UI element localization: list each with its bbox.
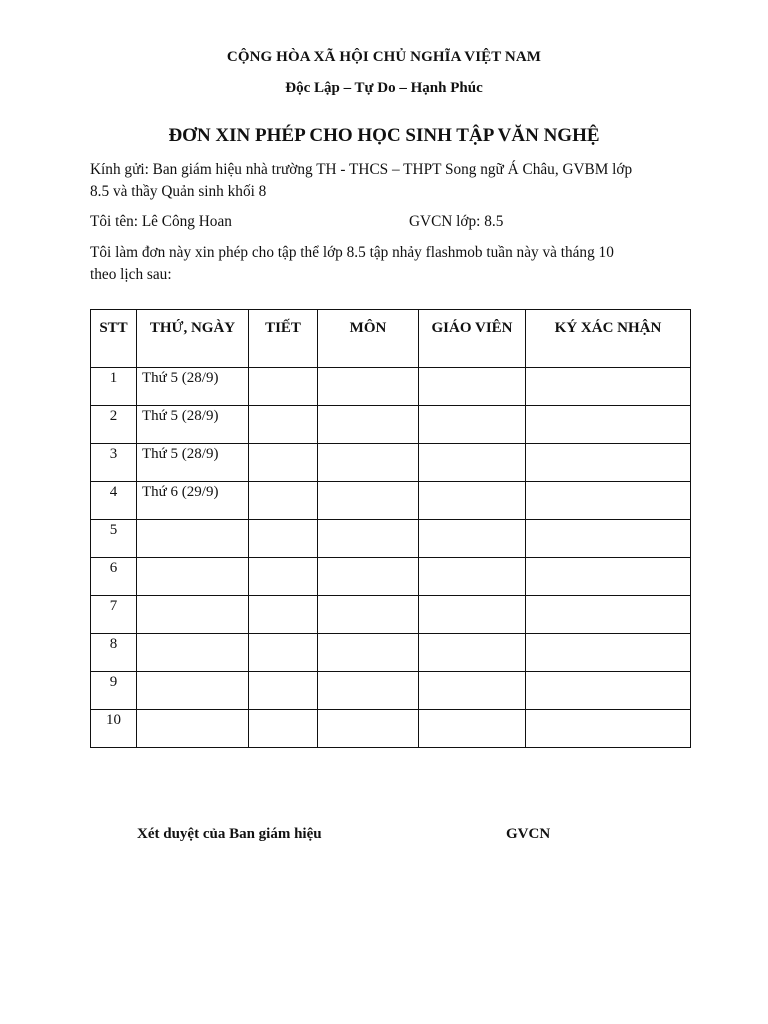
row-subject bbox=[318, 406, 419, 444]
document-title: ĐƠN XIN PHÉP CHO HỌC SINH TẬP VĂN NGHỆ bbox=[168, 125, 600, 146]
header-stt: STT bbox=[91, 310, 137, 368]
table-row bbox=[91, 368, 691, 406]
row-day: Thứ 5 (28/9) bbox=[137, 368, 249, 406]
table-row bbox=[91, 558, 691, 596]
request-paragraph bbox=[90, 242, 690, 286]
header-day: THỨ, NGÀY bbox=[137, 310, 249, 368]
row-period bbox=[249, 596, 318, 634]
row-teacher bbox=[419, 710, 526, 748]
row-stt: 3 bbox=[91, 444, 137, 482]
row-day bbox=[137, 634, 249, 672]
row-teacher bbox=[419, 596, 526, 634]
row-day: Thứ 5 (28/9) bbox=[137, 444, 249, 482]
row-stt: 4 bbox=[91, 482, 137, 520]
header-period: TIẾT bbox=[249, 310, 318, 368]
row-stt: 10 bbox=[91, 710, 137, 748]
row-day bbox=[137, 710, 249, 748]
row-stt: 5 bbox=[91, 520, 137, 558]
row-day bbox=[137, 596, 249, 634]
row-subject bbox=[318, 482, 419, 520]
principal-approval-label: Xét duyệt của Ban giám hiệu bbox=[137, 826, 322, 842]
row-day bbox=[137, 672, 249, 710]
sender-name: Tôi tên: Lê Công Hoan bbox=[90, 213, 232, 230]
row-stt: 2 bbox=[91, 406, 137, 444]
row-subject bbox=[318, 520, 419, 558]
recipient-line-1: Kính gửi: Ban giám hiệu nhà trường TH - THCS – THPT Song ngữ Á Châu, GVBM lớp bbox=[90, 161, 633, 178]
row-teacher bbox=[419, 520, 526, 558]
row-period bbox=[249, 634, 318, 672]
row-subject bbox=[318, 596, 419, 634]
row-signature bbox=[526, 482, 691, 520]
row-teacher bbox=[419, 368, 526, 406]
row-day: Thứ 5 (28/9) bbox=[137, 406, 249, 444]
row-teacher bbox=[419, 558, 526, 596]
table-row bbox=[91, 406, 691, 444]
row-teacher bbox=[419, 634, 526, 672]
row-signature bbox=[526, 444, 691, 482]
row-stt: 1 bbox=[91, 368, 137, 406]
row-period bbox=[249, 710, 318, 748]
header-teacher: GIÁO VIÊN bbox=[419, 310, 526, 368]
row-signature bbox=[526, 368, 691, 406]
table-row bbox=[91, 710, 691, 748]
row-signature bbox=[526, 406, 691, 444]
recipient-line-2: 8.5 và thầy Quản sinh khối 8 bbox=[90, 183, 267, 200]
row-period bbox=[249, 368, 318, 406]
row-signature bbox=[526, 558, 691, 596]
recipient-paragraph bbox=[90, 159, 690, 203]
header-signature: KÝ XÁC NHẬN bbox=[526, 310, 691, 368]
row-day: Thứ 6 (29/9) bbox=[137, 482, 249, 520]
sender-class: GVCN lớp: 8.5 bbox=[409, 213, 504, 230]
table-row bbox=[91, 520, 691, 558]
row-teacher bbox=[419, 444, 526, 482]
row-period bbox=[249, 444, 318, 482]
table-row bbox=[91, 634, 691, 672]
row-subject bbox=[318, 558, 419, 596]
request-line-1: Tôi làm đơn này xin phép cho tập thể lớp 8.5 tập nhảy flashmob tuần này và tháng 10 bbox=[90, 244, 614, 261]
sender-line bbox=[90, 211, 690, 233]
row-signature bbox=[526, 520, 691, 558]
header-subject: MÔN bbox=[318, 310, 419, 368]
row-period bbox=[249, 558, 318, 596]
row-period bbox=[249, 672, 318, 710]
motto-heading: Độc Lập – Tự Do – Hạnh Phúc bbox=[285, 80, 483, 96]
row-period bbox=[249, 406, 318, 444]
row-teacher bbox=[419, 482, 526, 520]
row-signature bbox=[526, 672, 691, 710]
table-header-row bbox=[91, 310, 691, 368]
row-subject bbox=[318, 368, 419, 406]
row-day bbox=[137, 520, 249, 558]
table-row bbox=[91, 444, 691, 482]
country-heading: CỘNG HÒA XÃ HỘI CHỦ NGHĨA VIỆT NAM bbox=[226, 49, 542, 65]
row-subject bbox=[318, 672, 419, 710]
row-subject bbox=[318, 710, 419, 748]
row-period bbox=[249, 520, 318, 558]
table-row bbox=[91, 482, 691, 520]
row-signature bbox=[526, 710, 691, 748]
row-day bbox=[137, 558, 249, 596]
row-stt: 6 bbox=[91, 558, 137, 596]
row-stt: 9 bbox=[91, 672, 137, 710]
row-period bbox=[249, 482, 318, 520]
row-stt: 8 bbox=[91, 634, 137, 672]
row-subject bbox=[318, 634, 419, 672]
homeroom-teacher-label: GVCN bbox=[506, 826, 551, 842]
table-row bbox=[91, 672, 691, 710]
row-signature bbox=[526, 634, 691, 672]
row-teacher bbox=[419, 672, 526, 710]
row-signature bbox=[526, 596, 691, 634]
row-subject bbox=[318, 444, 419, 482]
row-teacher bbox=[419, 406, 526, 444]
row-stt: 7 bbox=[91, 596, 137, 634]
table-row bbox=[91, 596, 691, 634]
schedule-table bbox=[90, 309, 691, 748]
request-line-2: theo lịch sau: bbox=[90, 266, 172, 283]
